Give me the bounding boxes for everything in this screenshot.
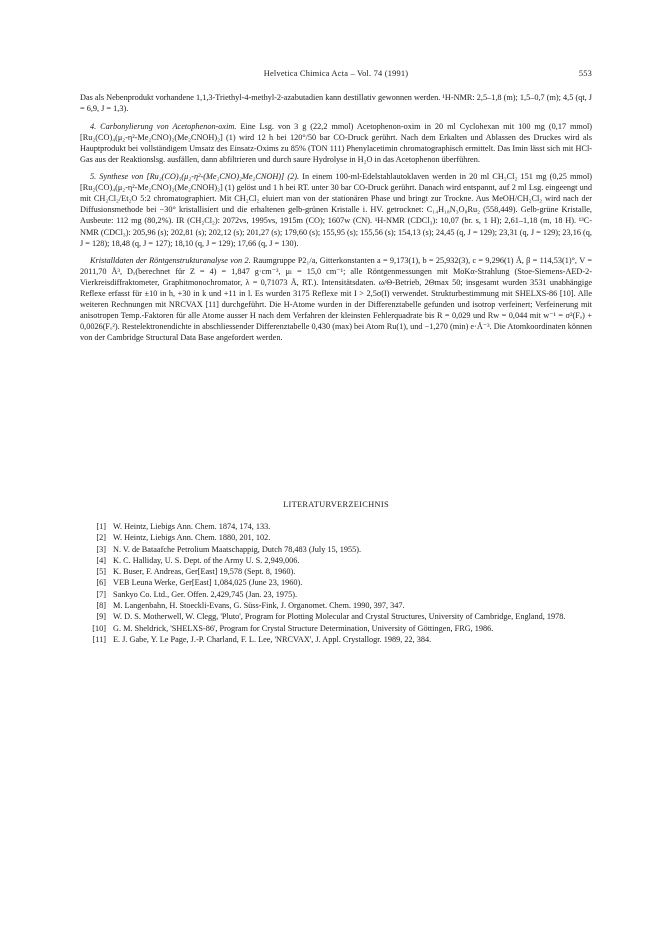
reference-number: [5]	[96, 567, 106, 577]
reference-item	[80, 589, 592, 600]
reference-text: K. Buser, F. Andreas, Ger[East] 19,578 (Sept. 8, 1960).	[113, 567, 296, 577]
section-heading: 5. Synthese von [Ru₂(CO)₅(μ₂-η²-(Me₂CNO)₂Me₂CNOH)] (2).	[90, 172, 300, 182]
paragraph-text: In einem 100-ml-Edelstahlautoklaven werden in 20 ml CH₂Cl₂ 151 mg (0,25 mmol) [Ru₂(CO)₄(μ₂-η²-Me₂CNO)₂(Me₂CNOH)₂] (1) gelöst und 1 h bei RT. unter 30 bar CO-Druck gerührt. Danach wird entspannt, auf 2 ml Lsg. eingeengt und mit CH₂Cl₂/Et₂O 5:2 chromatographiert. Mit CH₂Cl₂ eluiert man von der stationären Phase und bringt zur Trockne. Aus MeOH/CH₂Cl₂ wird nach der Diffusionsmethode bei −30° kristallisiert und die erhaltenen gelb-grünen Kristalle i. HV. getrocknet: C₁₄H₁₈N₃O₈Ru₂ (558,449). Gelb-grüne Kristalle, Ausbeute: 112 mg (80,2%). IR (CH₂Cl₂): 2072vs, 1995vs, 1915m (CO); 1607w (CN). ¹H-NMR (CDCl₃): 10,07 (br. s, 1 H); 2,61–1,18 (m, 18 H). ¹³C-NMR (CDCl₃): 205,96 (s); 202,81 (s); 202,12 (s); 201,27 (s); 179,60 (s); 155,95 (s); 155,56 (s); 154,13 (s); 24,45 (q, J = 129); 23,31 (q, J = 129); 23,16 (q, J = 128); 18,48 (q, J = 127); 18,10 (q, J = 129); 17,66 (q, J = 130).	[80, 172, 592, 248]
reference-item	[80, 544, 592, 555]
paragraph-byproduct	[80, 92, 592, 114]
reference-number: [9]	[96, 612, 106, 622]
reference-item	[80, 566, 592, 577]
reference-text: W. Heintz, Liebigs Ann. Chem. 1880, 201, 102.	[113, 533, 271, 543]
reference-number: [2]	[96, 533, 106, 543]
reference-text: M. Langenbahn, H. Stoeckli-Evans, G. Süss-Fink, J. Organomet. Chem. 1990, 397, 347.	[113, 601, 405, 611]
running-header	[80, 69, 592, 83]
section-heading: Kristalldaten der Röntgenstrukturanalyse von 2.	[90, 256, 251, 266]
reference-text: K. C. Halliday, U. S. Dept. of the Army U. S. 2,949,006.	[113, 555, 300, 565]
page-number: 553	[578, 69, 592, 78]
reference-number: [1]	[96, 522, 106, 531]
paragraph-text: Eine Lsg. von 3 g (22,2 mmol) Acetophenon-oxim in 20 ml Cyclohexan mit 100 mg (0,17 mmol) [Ru₂(CO)₄(μ₂-η²-Me₂CNO)₂(Me₂CNOH)₂] (1) wird 12 h bei 120°/50 bar CO-Druck gerührt. Nach dem Erkalten und Ablassen des Druckes wird als Hauptprodukt bei vollständigem Umsatz des Einsatz-Oxims zu 85% (TON 111) Phenylacetimin chromatographisch ermittelt. Das Imin lässt sich mit HCl-Gas aus der Reaktionslsg. ausfällen, dann abfiltrieren und durch saure Hydrolyse in H₂O in das Acetophenon überführen.	[80, 121, 593, 164]
paragraph-crystal-data	[80, 255, 592, 343]
paragraph-text: Raumgruppe P2₁/a, Gitterkonstanten a = 9,173(1), b = 25,932(3), c = 9,296(1) Å, β = 114,53(1)°, V = 2011,70 Å³, Dₓ(berechnet für Z = 4) = 1,847 g·cm⁻³, μₗ = 15,0 cm⁻¹; alle Röntgenmessungen mit MoKα-Strahlung (Stoe-Siemens-AED-2-Vierkreisdiffraktometer, Graphitmonochromator, λ = 0,71073 Å, RT.). Intensitätsdaten. ω/Θ-Betrieb, 2Θmax 50; insgesamt wurden 3531 unabhängige Reflexe erfasst für ±10 in h, +30 in k und +11 in l. Es wurden 3175 Reflexe mit I > 2,5σ(I) verwendet. Strukturbestimmung mit SHELXS-86 [10]. Alle weiteren Rechnungen mit NRCVAX [11] durchgeführt. Die H-Atome wurden in der Differenztabelle gefunden und isotrop verfeinert; Verfeinerung mit anisotropen Temp.-Faktoren für alle Atome ausser H nach dem Verfahren der kleinsten Fehlerquadrate bis R = 0,029 und Rw = 0,044 mit w⁻¹ = σ²(Fₒ) + 0,0026(Fₒ²). Restelektronendichte in abschliessender Differenztabelle 0,430 (max) bei Atom Ru(1), und −1,270 (min) e·Å⁻³. Die Atomkoordinaten können von der Cambridge Structural Data Base angefordert werden.	[80, 256, 593, 343]
reference-text: W. Heintz, Liebigs Ann. Chem. 1874, 174, 133.	[113, 522, 271, 531]
section-heading: 4. Carbonylierung von Acetophenon-oxim.	[90, 121, 237, 131]
reference-number: [11]	[92, 634, 106, 644]
reference-text: N. V. de Bataafche Petrolium Maatschappig, Dutch 78,483 (July 15, 1955).	[113, 544, 362, 554]
reference-item	[80, 623, 592, 634]
reference-text: G. M. Sheldrick, 'SHELXS-86', Program for Crystal Structure Determination, University of Göttingen, FRG, 1986.	[113, 623, 494, 633]
reference-number: [4]	[96, 555, 106, 565]
reference-item	[80, 532, 592, 543]
body-text	[80, 92, 592, 350]
reference-text: W. D. S. Motherwell, W. Clegg, 'Pluto', Program for Plotting Molecular and Crystal Structures, University of Cambridge, England, 1978.	[113, 612, 566, 622]
reference-number: [10]	[92, 623, 106, 633]
paragraph-text: Das als Nebenprodukt vorhandene 1,1,3-Triethyl-4-methyl-2-azabutadien kann destillativ gewonnen werden. ¹H-NMR: 2,5–1,8 (m); 1,5–0,7 (m); 4,5 (qt, J = 6,9, J = 1,3).	[80, 93, 592, 114]
journal-title: Helvetica Chimica Acta – Vol. 74 (1991)	[263, 69, 409, 78]
reference-item	[80, 577, 592, 588]
paragraph-carbonylation	[80, 121, 592, 165]
reference-text: VEB Leuna Werke, Ger[East] 1,084,025 (June 23, 1960).	[113, 578, 303, 588]
reference-item	[80, 634, 592, 645]
reference-item	[80, 600, 592, 611]
reference-text: E. J. Gabe, Y. Le Page, J.-P. Charland, F. L. Lee, 'NRCVAX', J. Appl. Crystallogr. 1989, 22, 384.	[113, 634, 432, 644]
paragraph-synthesis	[80, 171, 592, 248]
reference-number: [8]	[96, 601, 106, 611]
references-list	[80, 521, 592, 645]
reference-number: [6]	[96, 578, 106, 588]
reference-text: Sankyo Co. Ltd., Ger. Offen. 2,429,745 (Jan. 23, 1975).	[113, 589, 298, 599]
reference-item	[80, 611, 592, 622]
reference-item	[80, 521, 592, 532]
reference-number: [7]	[96, 589, 106, 599]
reference-number: [3]	[96, 544, 106, 554]
references-title: LITERATURVERZEICHNIS	[283, 500, 389, 509]
reference-item	[80, 555, 592, 566]
